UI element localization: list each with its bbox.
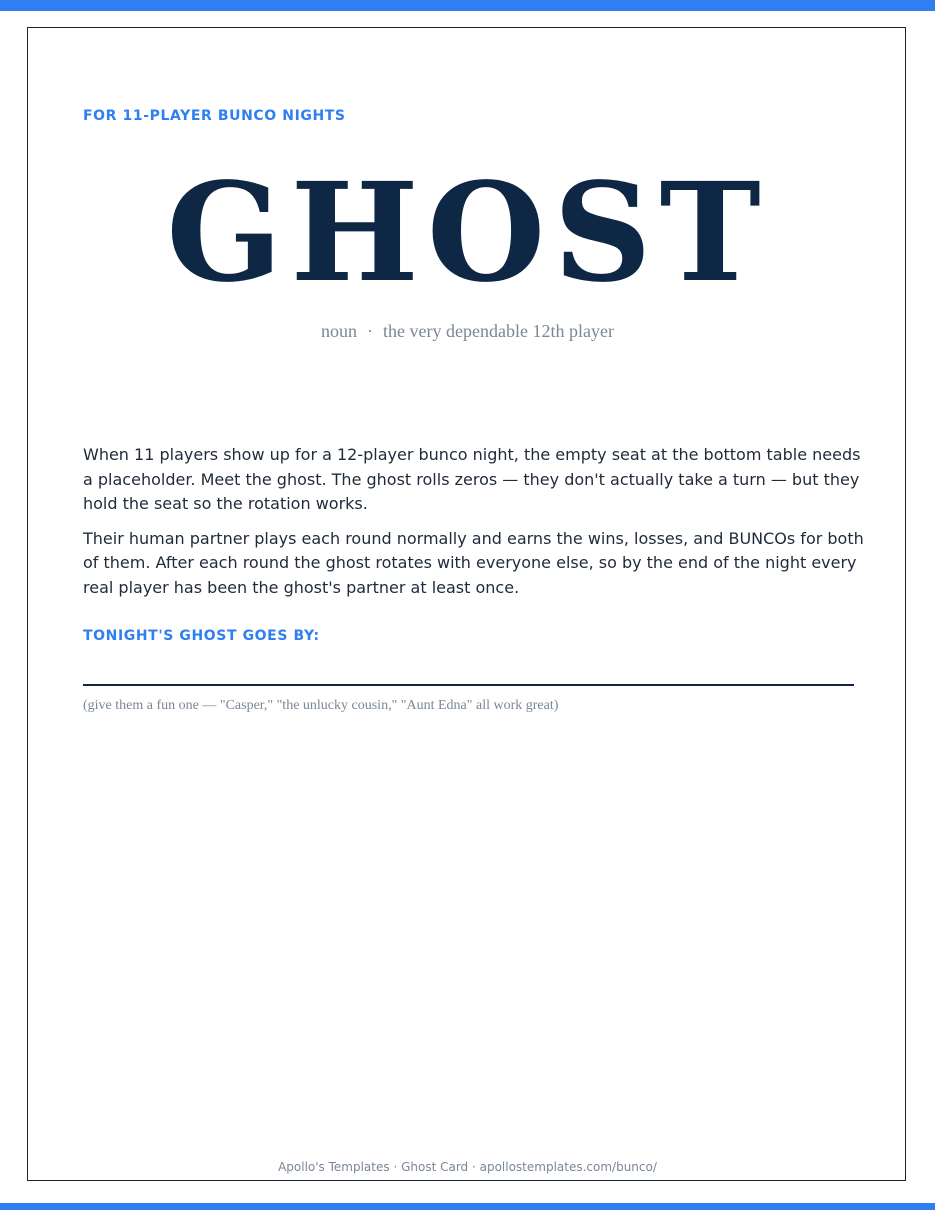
ghost-name-write-line [83,684,854,686]
part-of-speech: noun [321,321,358,341]
ghost-name-label: TONIGHT'S GHOST GOES BY: [83,628,320,644]
card-title: GHOST [166,153,769,313]
footer-credit: Apollo's Templates · Ghost Card · apollostemplates.com/bunco/ [278,1160,657,1174]
explanation-body [83,443,873,610]
body-paragraph: When 11 players show up for a 12-player bunco night, the empty seat at the bottom table needs a placeholder. Meet the ghost. The ghost rolls zeros — they don't actually take a turn — but they hold the seat so the rotation works. [83,445,861,513]
definition-separator: · [367,321,374,341]
ghost-name-hint: (give them a fun one — "Casper," "the unlucky cousin," "Aunt Edna" all work great) [83,698,559,713]
definition-line [28,321,907,342]
bottom-accent-bar [0,1203,935,1210]
definition-text: the very dependable 12th player [383,321,614,341]
ghost-card [27,27,906,1181]
body-paragraph: Their human partner plays each round normally and earns the wins, losses, and BUNCOs for both of them. After each round the ghost rotates with everyone else, so by the end of the night every real player has been the ghost's partner at least once. [83,528,864,597]
top-accent-bar [0,0,935,11]
eyebrow-label: FOR 11-PLAYER BUNCO NIGHTS [83,108,346,124]
